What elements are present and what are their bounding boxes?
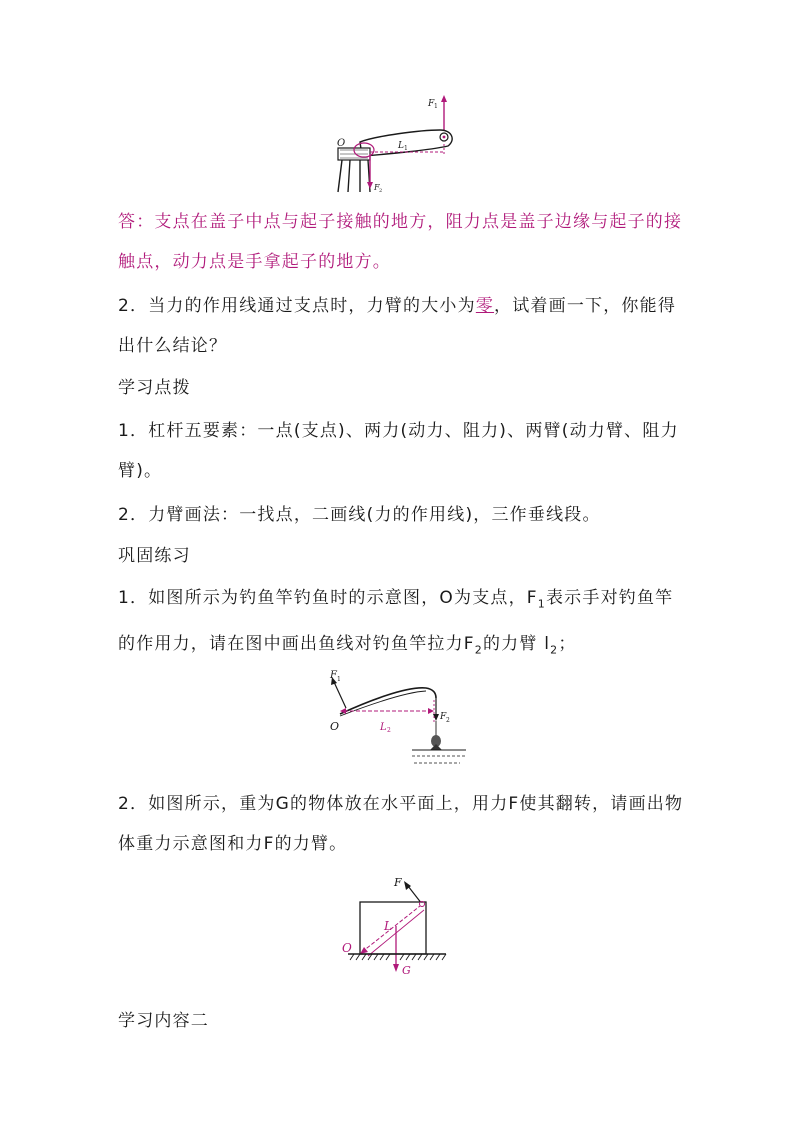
answer-blank: 零 bbox=[475, 296, 495, 316]
question-2: 2．当力的作用线通过支点时，力臂的大小为零，试着画一下，你能得出什么结论？ bbox=[118, 296, 677, 356]
svg-text:1: 1 bbox=[434, 103, 438, 110]
label-l1: L bbox=[398, 141, 404, 151]
label-g: G bbox=[402, 964, 411, 977]
exercise-1: 1．如图所示为钓鱼竿钓鱼时的示意图，O为支点，$F_1$表示手对钓鱼竿的作用力，请在图中画出鱼线对钓鱼竿拉力$F_2$的力臂 $l_2$； bbox=[118, 588, 674, 657]
label-f2: F bbox=[440, 712, 447, 722]
label-l2: L bbox=[380, 722, 387, 733]
label-f: F bbox=[394, 876, 402, 889]
exercise-2: 2．如图所示，重为G的物体放在水平面上，用力F使其翻转，请画出物体重力示意图和力F的力臂。 bbox=[118, 794, 684, 854]
svg-text:2: 2 bbox=[387, 727, 391, 734]
section-heading-practice: 巩固练习 bbox=[118, 546, 191, 566]
figure-fishing-rod bbox=[326, 664, 472, 768]
tip-2: 2．力臂画法：一找点，二画线(力的作用线)，三作垂线段。 bbox=[118, 505, 601, 525]
label-o: O bbox=[337, 138, 346, 149]
tip-1: 1．杠杆五要素：一点(支点)、两力(动力、阻力)、两臂(动力臂、阻力臂)。 bbox=[118, 421, 679, 481]
answer-paragraph: 答：支点在盖子中点与起子接触的地方，阻力点是盖子边缘与起子的接触点，动力点是手拿起子的地方。 bbox=[118, 212, 683, 272]
svg-text:2: 2 bbox=[379, 188, 383, 194]
svg-text:1: 1 bbox=[337, 676, 341, 683]
label-o: O bbox=[342, 941, 352, 955]
label-f1: F bbox=[330, 670, 337, 681]
section-heading-content-2: 学习内容二 bbox=[118, 1011, 209, 1031]
label-f1: F bbox=[428, 99, 435, 109]
figure-block-tipping bbox=[338, 868, 458, 980]
label-o: O bbox=[330, 720, 340, 733]
svg-text:2: 2 bbox=[446, 717, 450, 724]
label-f2: F bbox=[374, 183, 380, 192]
section-heading-tips: 学习点拨 bbox=[118, 378, 191, 398]
figure-bottle-opener bbox=[330, 92, 470, 197]
label-l: L bbox=[384, 919, 392, 933]
svg-text:1: 1 bbox=[404, 145, 408, 152]
